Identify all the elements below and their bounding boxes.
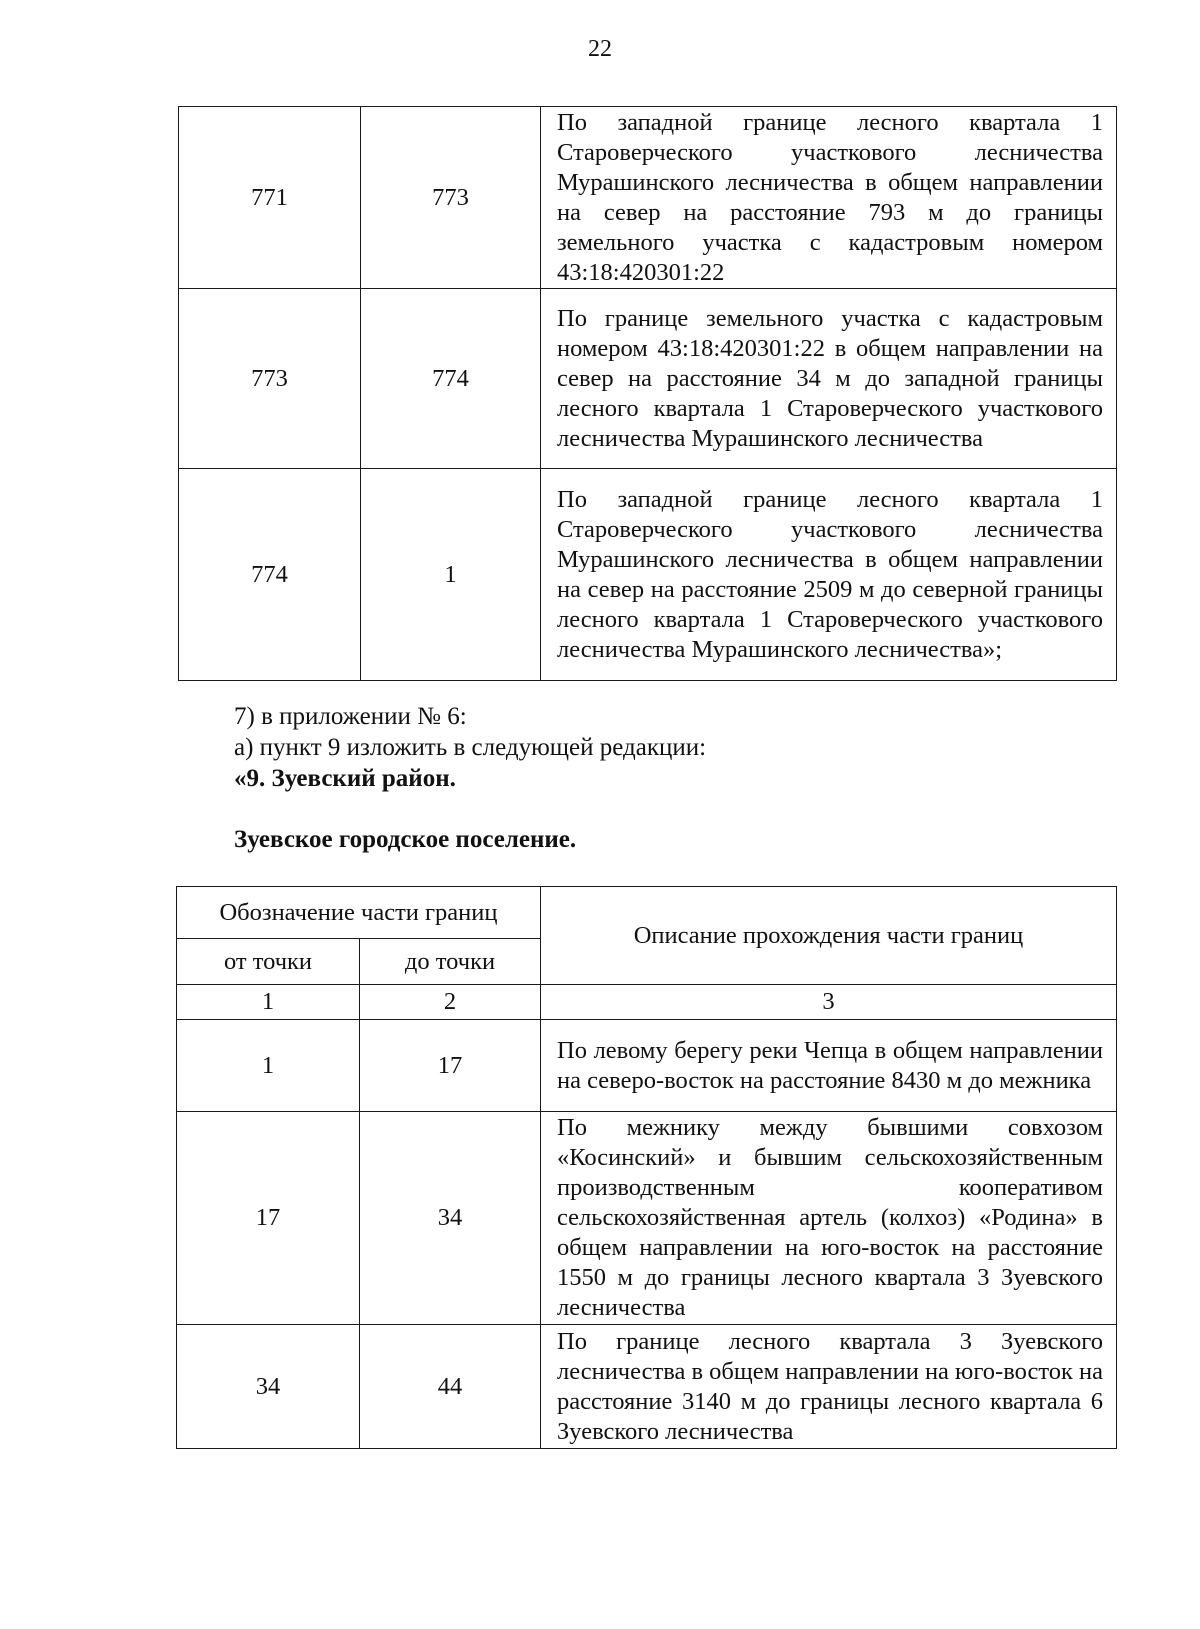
- column-number-cell: 3: [541, 985, 1117, 1020]
- description-text: По межнику между бывшими совхозом «Косинский» и бывшим сельскохозяйственным производственным кооперативом сельскохозяйственная артель (колхоз) «Родина» в общем направлении на юго-восток на расстояние 1550 м до границы лесного квартала 3 Зуевского лесничества: [557, 1114, 1103, 1321]
- settlement-heading: Зуевское городское поселение.: [234, 826, 577, 853]
- from-point-cell: 17: [177, 1112, 360, 1325]
- column-number-row: [177, 985, 1117, 1020]
- to-point-cell: 773: [361, 107, 541, 289]
- header-group-cell: Обозначение части границ: [177, 887, 541, 939]
- from-point-cell: 1: [177, 1020, 360, 1112]
- description-text: По границе лесного квартала 3 Зуевского лесничества в общем направлении на юго-восток на расстояние 3140 м до границы лесного квартала 6 Зуевского лесничества: [557, 1327, 1103, 1445]
- to-point-cell: 44: [360, 1325, 541, 1449]
- from-point-cell: 773: [179, 289, 361, 469]
- description-cell: [541, 1112, 1117, 1325]
- column-number-cell: 2: [360, 985, 541, 1020]
- column-number-cell: 1: [177, 985, 360, 1020]
- header-to-cell: до точки: [360, 939, 541, 985]
- description-cell: [541, 469, 1117, 681]
- table-row: [179, 289, 1117, 469]
- description-cell: [541, 1325, 1117, 1449]
- boundary-table: [176, 886, 1117, 1449]
- to-point-cell: 774: [361, 289, 541, 469]
- header-from-cell: от точки: [177, 939, 360, 985]
- to-point-cell: 34: [360, 1112, 541, 1325]
- table-header-row: [177, 887, 1117, 939]
- description-text: По западной границе лесного квартала 1 Староверческого участкового лесничества Мурашинского лесничества в общем направлении на север на расстояние 2509 м до северной границы лесного квартала 1 Староверческого участкового лесничества Мурашинского лесничества»;: [557, 485, 1103, 663]
- table-row: [179, 469, 1117, 681]
- description-cell: [541, 289, 1117, 469]
- table-row: [179, 107, 1117, 289]
- table-row: [177, 1112, 1117, 1325]
- description-cell: [541, 107, 1117, 289]
- table-row: [177, 1325, 1117, 1449]
- amendment-item-a: а) пункт 9 изложить в следующей редакции:: [234, 734, 707, 761]
- from-point-cell: 771: [179, 107, 361, 289]
- from-point-cell: 774: [179, 469, 361, 681]
- from-point-cell: 34: [177, 1325, 360, 1449]
- description-cell: [541, 1020, 1117, 1112]
- to-point-cell: 1: [361, 469, 541, 681]
- description-text: По левому берегу реки Чепца в общем направлении на северо-восток на расстояние 8430 м до межника: [557, 1036, 1103, 1094]
- description-text: По западной границе лесного квартала 1 Староверческого участкового лесничества Мурашинского лесничества в общем направлении на север на расстояние 793 м до границы земельного участка с кадастровым номером 43:18:420301:22: [557, 108, 1103, 286]
- header-description-cell: Описание прохождения части границ: [541, 887, 1117, 985]
- amendment-item-7: 7) в приложении № 6:: [234, 703, 467, 730]
- description-text: По границе земельного участка с кадастровым номером 43:18:420301:22 в общем направлении на север на расстояние 34 м до западной границы лесного квартала 1 Староверческого участкового лесничества Мурашинского лесничества: [557, 304, 1103, 452]
- to-point-cell: 17: [360, 1020, 541, 1112]
- page-number: 22: [588, 36, 612, 62]
- boundary-table-continued: [178, 106, 1117, 681]
- table-row: [177, 1020, 1117, 1112]
- district-heading: «9. Зуевский район.: [234, 765, 456, 792]
